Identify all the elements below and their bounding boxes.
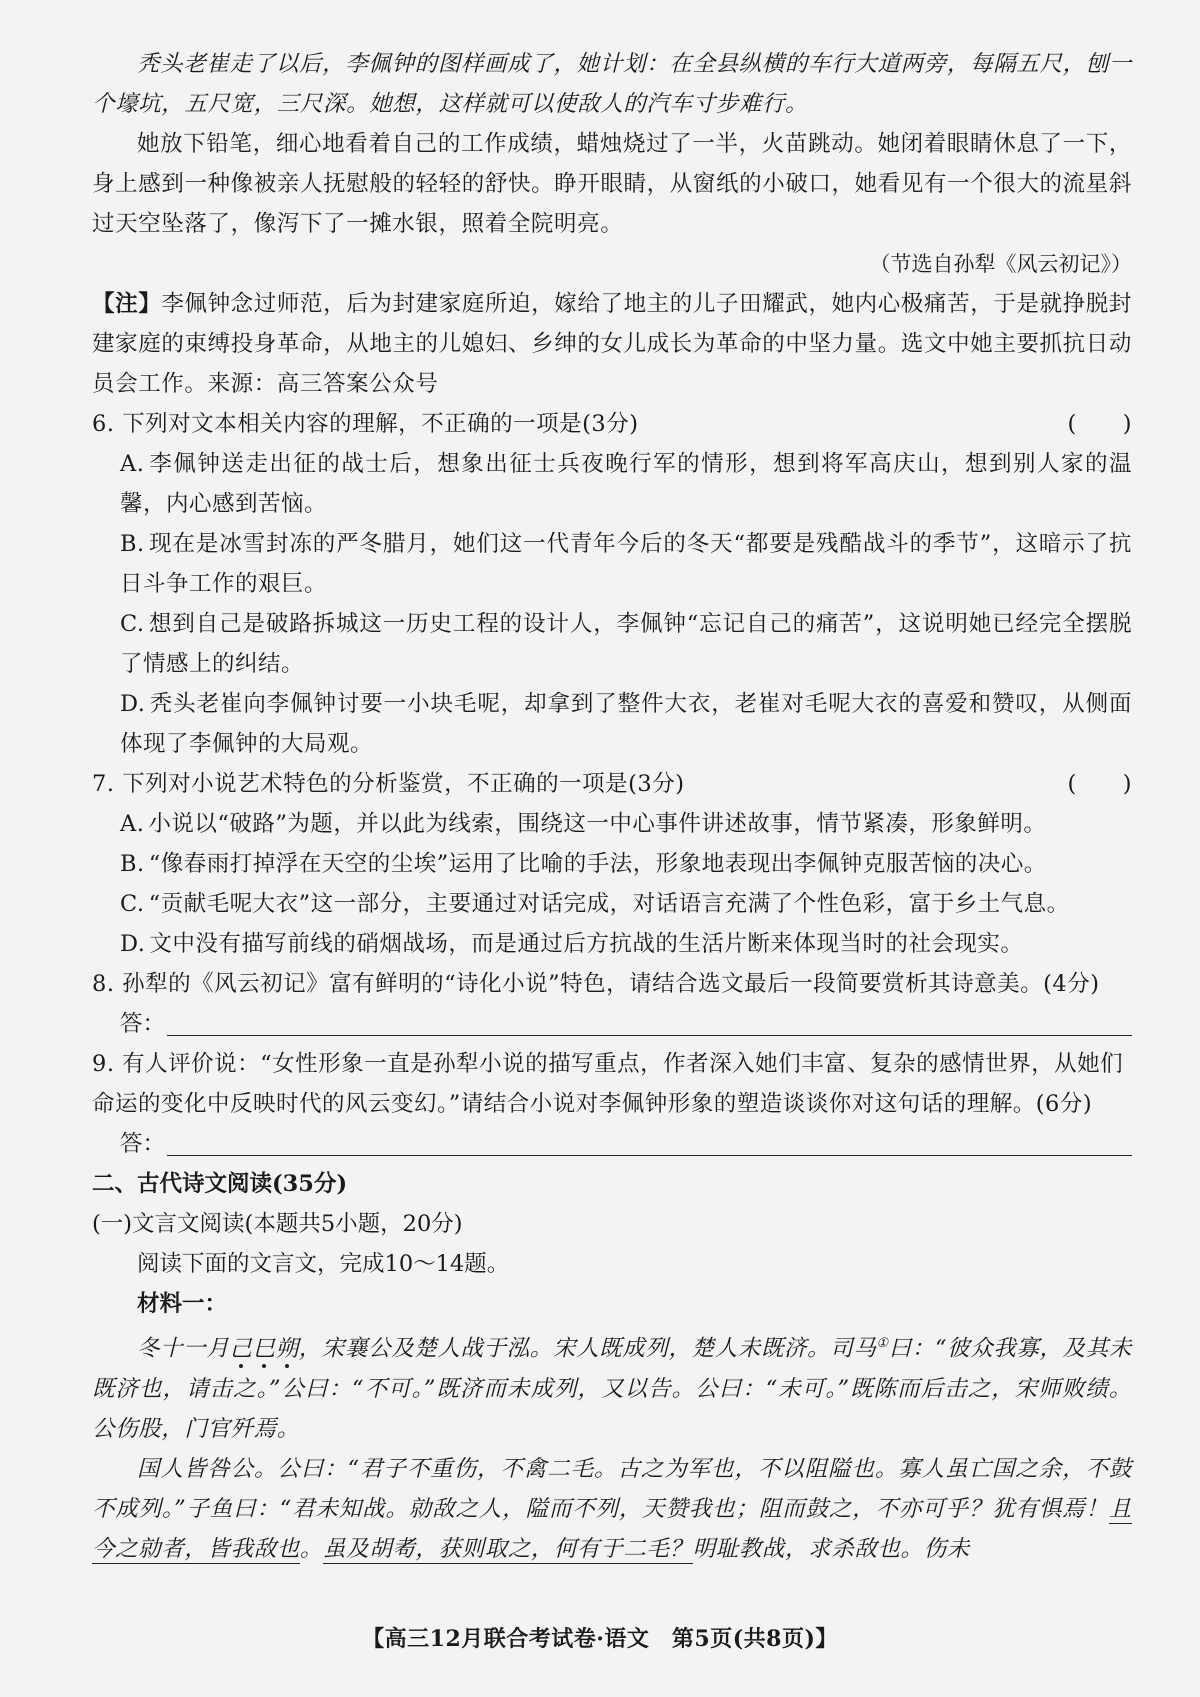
- question-7-option-c[interactable]: [92, 884, 1132, 924]
- option-text: 李佩钟送走出征的战士后，想象出征士兵夜晚行军的情形，想到将军高庆山，想到别人家的温馨，内心感到苦恼。: [120, 451, 1132, 517]
- question-6-option-d[interactable]: [92, 684, 1132, 764]
- question-6-text: 6. 下列对文本相关内容的理解，不正确的一项是(3分): [92, 411, 639, 437]
- text-span: 国人皆咎公。公曰：“君子不重伤，不禽二毛。古之为军也，不以阻隘也。寡人虽亡国之余，不鼓不成列。”子鱼曰：“君未知战。勍敌之人，隘而不列，天赞我也；阻而鼓之，不亦可乎？犹有惧焉！: [92, 1455, 1132, 1522]
- option-text: “贡献毛呢大衣”这一部分，主要通过对话完成，对话语言充满了个性色彩，富于乡土气息。: [148, 891, 1070, 917]
- dotted-char: 己: [229, 1335, 253, 1362]
- text-span: 。: [299, 1535, 324, 1562]
- text-span: 曰：“彼众我寡，及其未既济也，请击之。”公曰：“不可。”既济而未成列，又以告。公曰：“未可。”既陈而后击之，宋师败绩。公伤股，门官歼焉。: [92, 1335, 1132, 1442]
- text-span: ，宋襄公及楚人战于泓。宋人既成列，楚人未既济。司马: [298, 1335, 877, 1362]
- question-8-answer-area[interactable]: [92, 1004, 1132, 1044]
- note-tag: 【注】: [92, 291, 162, 317]
- question-9: [92, 1044, 1132, 1164]
- question-9-stem: 9. 有人评价说：“女性形象一直是孙犁小说的描写重点，作者深入她们丰富、复杂的感情世界，从她们命运的变化中反映时代的风云变幻。”请结合小说对李佩钟形象的塑造谈谈你对这句话的理解。(6分): [92, 1051, 1124, 1117]
- question-9-answer-area[interactable]: [92, 1124, 1132, 1164]
- passage-paragraph-1: 秃头老崔走了以后，李佩钟的图样画成了，她计划：在全县纵横的车行大道两旁，每隔五尺，刨一个壕坑，五尺宽，三尺深。她想，这样就可以使敌人的汽车寸步难行。: [92, 51, 1132, 117]
- option-text: “像春雨打掉浮在天空的尘埃”运用了比喻的手法，形象地表现出李佩钟克服苦恼的决心。: [148, 851, 1047, 877]
- classical-paragraph-2: [92, 1449, 1132, 1569]
- question-7: [92, 764, 1132, 964]
- underlined-sentence-2: 虽及胡耇，获则取之，何有于二毛？: [323, 1535, 693, 1562]
- section-2-title: 二、古代诗文阅读(35分): [92, 1171, 348, 1197]
- question-6: [92, 404, 1132, 764]
- page-footer: 【高三12月联合考试卷·语文 第5页(共8页)】: [362, 1626, 838, 1652]
- classical-paragraph-1: [92, 1324, 1132, 1449]
- question-8-stem: 8. 孙犁的《风云初记》富有鲜明的“诗化小说”特色，请结合选文最后一段简要赏析其诗意美。(4分): [92, 971, 1100, 997]
- question-6-stem: [92, 404, 1132, 444]
- option-letter: A.: [120, 811, 145, 837]
- dotted-char: 朔: [275, 1335, 299, 1362]
- note-text: 李佩钟念过师范，后为封建家庭所迫，嫁给了地主的儿子田耀武，她内心极痛苦，于是就挣脱封建家庭的束缚投身革命，从地主的儿媳妇、乡绅的女儿成长为革命的中坚力量。选文中她主要抓抗日动员会工作。来源：高三答案公众号: [92, 291, 1132, 397]
- question-6-answer-paren[interactable]: ( ): [1067, 411, 1132, 437]
- question-6-option-c[interactable]: [92, 604, 1132, 684]
- question-8: [92, 964, 1132, 1044]
- dotted-char: 巳: [252, 1335, 276, 1362]
- section-2-instruction: 阅读下面的文言文，完成10～14题。: [137, 1251, 510, 1277]
- option-text: 现在是冰雪封冻的严冬腊月，她们这一代青年今后的冬天“都要是残酷战斗的季节”，这暗示了抗日斗争工作的艰巨。: [120, 531, 1132, 597]
- answer-line[interactable]: [167, 1155, 1132, 1156]
- question-6-option-b[interactable]: [92, 524, 1132, 604]
- text-span: 明耻教战，求杀敌也。伤未: [692, 1535, 970, 1562]
- question-7-text: 7. 下列对小说艺术特色的分析鉴赏，不正确的一项是(3分): [92, 771, 685, 797]
- option-text: 文中没有描写前线的硝烟战场，而是通过后方抗战的生活片断来体现当时的社会现实。: [149, 931, 1024, 957]
- underlined-sentence-1: 且今之勍者，皆我敌也: [92, 1495, 1132, 1562]
- option-letter: B.: [120, 851, 145, 877]
- option-letter: D.: [120, 691, 146, 717]
- dotted-text: [229, 1336, 298, 1362]
- option-text: 小说以“破路”为题，并以此为线索，围绕这一中心事件讲述故事，情节紧凑，形象鲜明。: [148, 811, 1047, 837]
- footnote-marker: ①: [876, 1336, 889, 1351]
- question-7-stem: [92, 764, 1132, 804]
- question-7-answer-paren[interactable]: ( ): [1067, 771, 1132, 797]
- question-7-option-a[interactable]: [92, 804, 1132, 844]
- material-1-label: 材料一：: [137, 1291, 228, 1317]
- answer-line[interactable]: [167, 1035, 1132, 1036]
- passage-note: [92, 284, 1132, 404]
- exam-page: [92, 44, 1132, 1569]
- passage-source: （节选自孙犁《风云初记》）: [869, 252, 1132, 276]
- question-6-option-a[interactable]: [92, 444, 1132, 524]
- option-letter: A.: [120, 451, 145, 477]
- question-7-option-b[interactable]: [92, 844, 1132, 884]
- option-text: 想到自己是破路拆城这一历史工程的设计人，李佩钟“忘记自己的痛苦”，这说明她已经完全摆脱了情感上的纠结。: [120, 611, 1132, 677]
- question-7-option-d[interactable]: [92, 924, 1132, 964]
- option-letter: C.: [120, 611, 145, 637]
- passage-paragraph-2: 她放下铅笔，细心地看着自己的工作成绩，蜡烛烧过了一半，火苗跳动。她闭着眼睛休息了一下，身上感到一种像被亲人抚慰般的轻轻的舒快。睁开眼睛，从窗纸的小破口，她看见有一个很大的流星斜过天空坠落了，像泻下了一摊水银，照着全院明亮。: [92, 131, 1132, 237]
- answer-label: 答：: [120, 1011, 166, 1037]
- section-2-sub-1: (一)文言文阅读(本题共5小题，20分): [92, 1211, 463, 1237]
- option-letter: C.: [120, 891, 145, 917]
- answer-label: 答：: [120, 1131, 166, 1157]
- option-letter: B.: [120, 531, 145, 557]
- option-text: 秃头老崔向李佩钟讨要一小块毛呢，却拿到了整件大衣，老崔对毛呢大衣的喜爱和赞叹，从侧面体现了李佩钟的大局观。: [120, 691, 1132, 757]
- text-span: 冬十一月: [137, 1335, 230, 1362]
- option-letter: D.: [120, 931, 146, 957]
